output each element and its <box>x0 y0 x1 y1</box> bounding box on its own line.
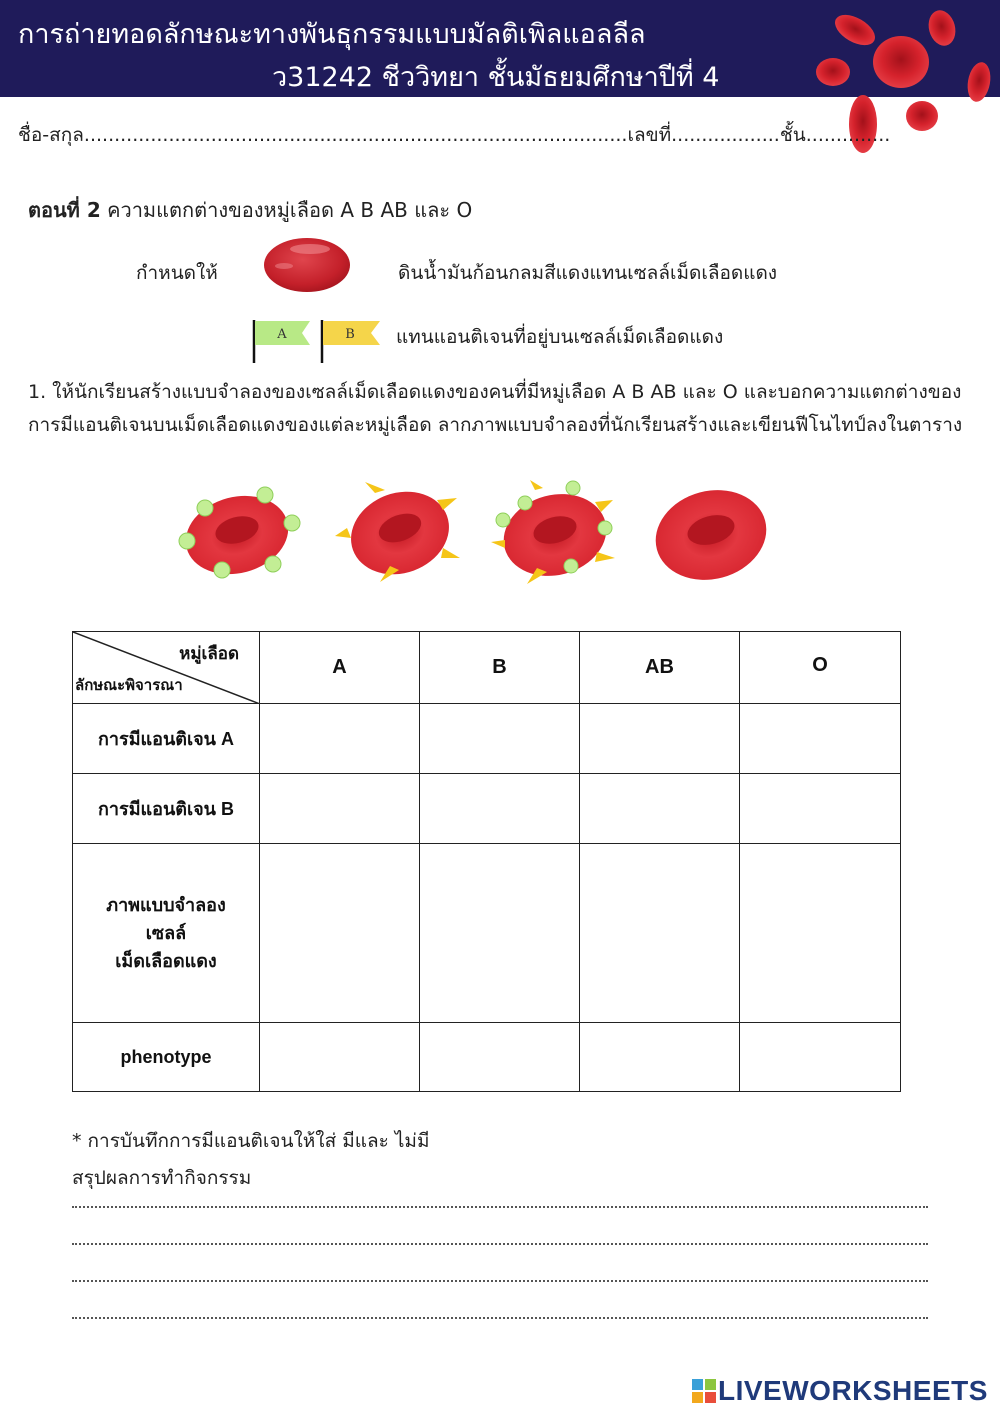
column-header: A <box>260 632 420 704</box>
student-info-line <box>18 120 890 150</box>
summary-line[interactable] <box>72 1317 928 1319</box>
name-label: ชื่อ-สกุล <box>18 124 84 146</box>
antigen-flags-icon <box>250 317 385 365</box>
section-text: ความแตกต่างของหมู่เลือด A B AB และ O <box>100 198 473 222</box>
blood-type-table <box>72 631 901 1092</box>
summary-label: สรุปผลการทำกิจกรรม <box>72 1167 252 1189</box>
answer-cell[interactable] <box>420 704 580 774</box>
column-header: AB <box>580 632 740 704</box>
answer-cell[interactable] <box>420 774 580 844</box>
flag-description: แทนแอนติเจนที่อยู่บนเซลล์เม็ดเลือดแดง <box>396 326 724 348</box>
column-header: B <box>420 632 580 704</box>
criteria-header: ลักษณะพิจารณา <box>75 677 183 694</box>
table-row <box>73 774 901 844</box>
flag-b-label: B <box>345 327 355 342</box>
worksheet-title: การถ่ายทอดลักษณะทางพันธุกรรมแบบมัลติเพิลแอลลีล <box>18 19 646 50</box>
liveworksheets-icon <box>692 1379 716 1403</box>
table-row <box>73 704 901 774</box>
row-header: การมีแอนติเจน A <box>73 704 260 774</box>
summary-line[interactable] <box>72 1243 928 1245</box>
table-row <box>73 844 901 1023</box>
answer-cell[interactable] <box>260 774 420 844</box>
brand-text: LIVEWORKSHEETS <box>718 1375 988 1406</box>
rbc-model-images <box>175 478 775 588</box>
summary-line[interactable] <box>72 1280 928 1282</box>
model-o-draggable[interactable] <box>646 478 775 588</box>
answer-cell[interactable] <box>260 704 420 774</box>
instruction-text: 1. ให้นักเรียนสร้างแบบจำลองของเซลล์เม็ดเลือดแดงของคนที่มีหมู่เลือด A B AB และ O และบอกความแตกต่างของการมีแอนติเจนบนเม็ดเลือดแดงของแต่ละหมู่เลือด ลากภาพแบบจำลองที่นักเรียนสร้างและเขียนฟีโนไทป์ลงในตาราง <box>28 381 963 436</box>
row-header: การมีแอนติเจน B <box>73 774 260 844</box>
model-b-draggable[interactable] <box>335 478 461 587</box>
class-label: ชั้น <box>779 124 806 146</box>
flag-a-label: A <box>277 327 287 342</box>
drop-zone-cell[interactable] <box>260 844 420 1023</box>
section-number: ตอนที่ 2 <box>28 198 101 222</box>
summary-line[interactable] <box>72 1206 928 1208</box>
answer-cell[interactable] <box>580 704 740 774</box>
column-header: O <box>740 632 901 704</box>
recording-note: * การบันทึกการมีแอนติเจนให้ใส่ มีและ ไม่มี <box>72 1130 430 1152</box>
row-header: ภาพแบบจำลอง เซลล์ เม็ดเลือดแดง <box>73 844 260 1023</box>
model-ab-draggable[interactable] <box>491 480 616 587</box>
course-subtitle: ว31242 ชีววิทยา ชั้นมัธยมศึกษาปีที่ 4 <box>272 62 720 93</box>
answer-cell[interactable] <box>740 774 901 844</box>
drop-zone-cell[interactable] <box>740 844 901 1023</box>
number-blank[interactable]: .................. <box>671 124 780 146</box>
drop-zone-cell[interactable] <box>580 844 740 1023</box>
number-label: เลขที่ <box>627 124 672 146</box>
given-label: กำหนดให้ <box>136 262 218 284</box>
answer-cell[interactable] <box>580 1023 740 1092</box>
answer-cell[interactable] <box>580 774 740 844</box>
blood-group-header: หมู่เลือด <box>179 644 239 663</box>
cell-description: ดินน้ำมันก้อนกลมสีแดงแทนเซลล์เม็ดเลือดแดง <box>398 262 778 284</box>
table-corner-cell <box>73 632 260 704</box>
row-header: phenotype <box>73 1023 260 1092</box>
answer-cell[interactable] <box>420 1023 580 1092</box>
drop-zone-cell[interactable] <box>420 844 580 1023</box>
class-blank[interactable]: .............. <box>805 124 891 146</box>
model-a-draggable[interactable] <box>177 485 300 585</box>
section-heading <box>28 194 472 226</box>
answer-cell[interactable] <box>740 704 901 774</box>
answer-cell[interactable] <box>260 1023 420 1092</box>
name-blank[interactable]: .......................................................................................... <box>83 124 628 146</box>
table-row <box>73 1023 901 1092</box>
liveworksheets-logo <box>692 1375 988 1407</box>
answer-cell[interactable] <box>740 1023 901 1092</box>
clay-red-cell-icon <box>262 236 352 294</box>
table-header-row <box>73 632 901 704</box>
